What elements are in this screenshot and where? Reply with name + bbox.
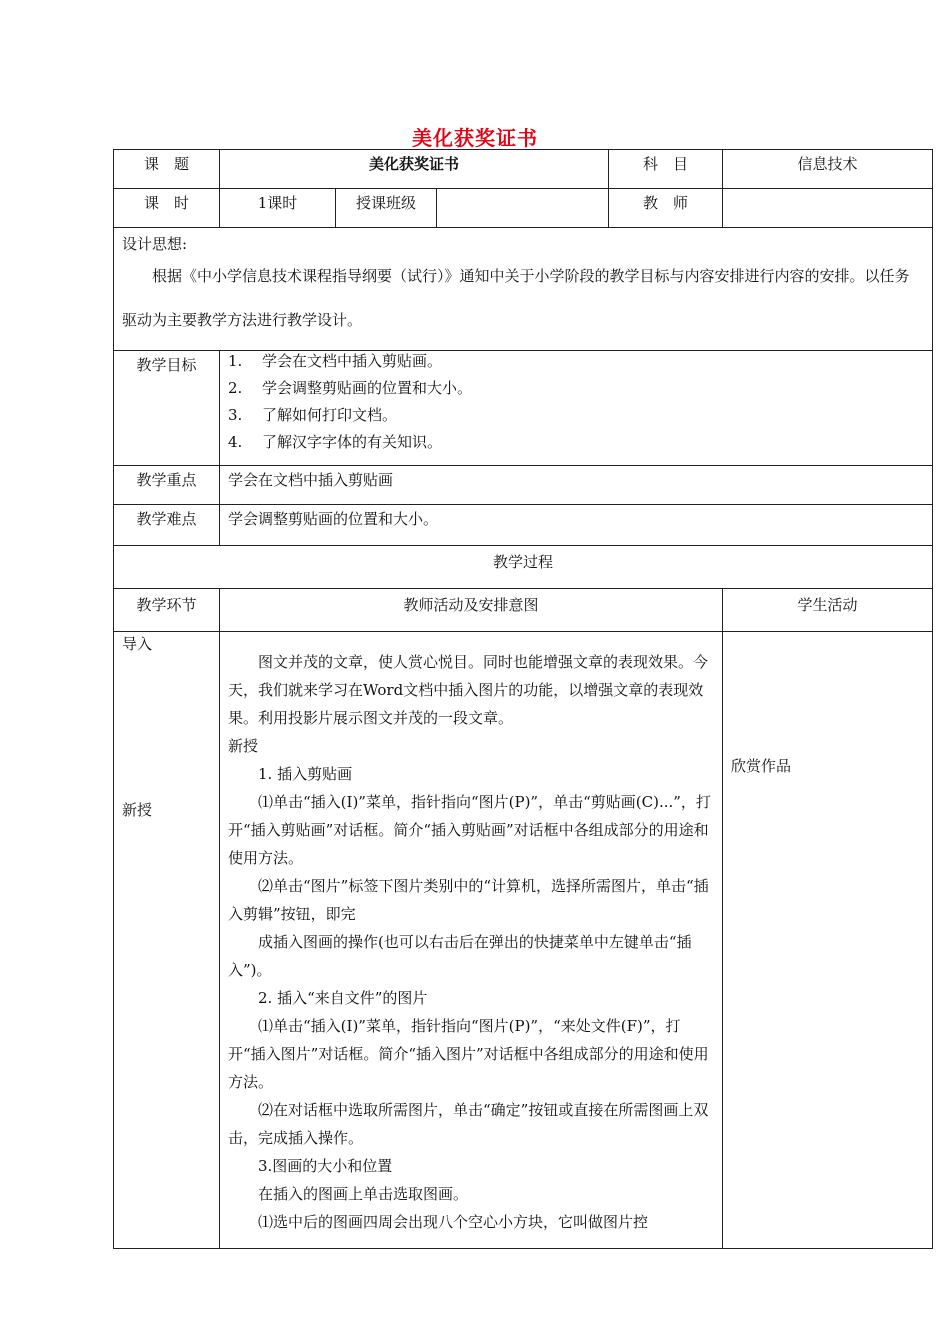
hours-row: [114, 189, 933, 228]
activity-paragraph: 3.图画的大小和位置: [258, 1157, 393, 1175]
goal-item: 2. 学会调整剪贴画的位置和大小。: [228, 379, 473, 397]
stage-intro: 导入: [122, 635, 153, 653]
class-label: 授课班级: [336, 189, 437, 228]
teacher-activity-cell: [220, 632, 723, 1249]
stage-new: 新授: [122, 801, 153, 819]
teacher-value: [723, 189, 933, 228]
topic-label: 课 题: [114, 150, 220, 189]
process-title-row: [114, 546, 933, 589]
goal-item: 1. 学会在文档中插入剪贴画。: [228, 352, 443, 370]
activity-paragraph: ⑴选中后的图画四周会出现八个空心小方块，它叫做图片控: [258, 1213, 649, 1231]
document-title: 美化获奖证书: [412, 126, 538, 150]
process-title: 教学过程: [114, 546, 933, 589]
activity-paragraph: 2. 插入“来自文件”的图片: [258, 989, 428, 1007]
stage-header: 教学环节: [114, 589, 220, 632]
goals-label: 教学目标: [114, 351, 220, 466]
activity-paragraph: ⑴单击“插入(I)”菜单，指针指向“图片(P)”，“来处文件(F)”，打开“插入图片”对话框。简介“插入图片”对话框中各组成部分的用途和使用方法。: [228, 1017, 709, 1091]
lesson-plan-table: [113, 149, 933, 1249]
teacher-label: 教 师: [609, 189, 723, 228]
process-header-row: [114, 589, 933, 632]
key-point-label: 教学重点: [114, 466, 220, 505]
difficulty-label: 教学难点: [114, 505, 220, 546]
student-activity-cell: [723, 632, 933, 1249]
activity-paragraph: 新授: [228, 737, 259, 755]
class-value: [437, 189, 609, 228]
design-row: [114, 228, 933, 351]
goal-item: 3. 了解如何打印文档。: [228, 406, 398, 424]
activity-paragraph: 成插入图画的操作(也可以右击后在弹出的快捷菜单中左键单击“插入”)。: [228, 933, 692, 979]
goal-item: 4. 了解汉字字体的有关知识。: [228, 433, 443, 451]
difficulty-row: [114, 505, 933, 546]
topic-row: [114, 150, 933, 189]
hours-value: 1课时: [220, 189, 336, 228]
student-activity-text: 欣赏作品: [731, 757, 792, 775]
subject-value: 信息技术: [723, 150, 933, 189]
activity-paragraph: ⑵在对话框中选取所需图片，单击“确定”按钮或直接在所需图画上双击，完成插入操作。: [228, 1101, 709, 1147]
design-label: 设计思想:: [122, 235, 188, 253]
process-content-row: [114, 632, 933, 1249]
design-text: 根据《中小学信息技术课程指导纲要（试行）》通知中关于小学阶段的教学目标与内容安排进行内容的安排。以任务驱动为主要教学方法进行教学设计。: [122, 267, 910, 329]
activity-paragraph: 1. 插入剪贴画: [258, 765, 353, 783]
difficulty-text: 学会调整剪贴画的位置和大小。: [220, 505, 933, 546]
goals-row: [114, 351, 933, 466]
student-header: 学生活动: [723, 589, 933, 632]
subject-label: 科 目: [609, 150, 723, 189]
activity-paragraph: 图文并茂的文章，使人赏心悦目。同时也能增强文章的表现效果。今天，我们就来学习在Word文档中插入图片的功能，以增强文章的表现效果。利用投影片展示图文并茂的一段文章。: [228, 653, 709, 727]
activity-paragraph: ⑴单击“插入(I)”菜单，指针指向“图片(P)”，单击“剪贴画(C)...”，打开“插入剪贴画”对话框。简介“插入剪贴画”对话框中各组成部分的用途和使用方法。: [228, 793, 711, 867]
activity-paragraph: 在插入的图画上单击选取图画。: [258, 1185, 469, 1203]
topic-value: 美化获奖证书: [220, 150, 609, 189]
teacher-header: 教师活动及安排意图: [220, 589, 723, 632]
activity-paragraph: ⑵单击“图片”标签下图片类别中的“计算机，选择所需图片，单击“插入剪辑”按钮，即完: [228, 877, 709, 923]
key-point-row: [114, 466, 933, 505]
stage-cell: [114, 632, 220, 1249]
hours-label: 课 时: [114, 189, 220, 228]
key-point-text: 学会在文档中插入剪贴画: [220, 466, 933, 505]
